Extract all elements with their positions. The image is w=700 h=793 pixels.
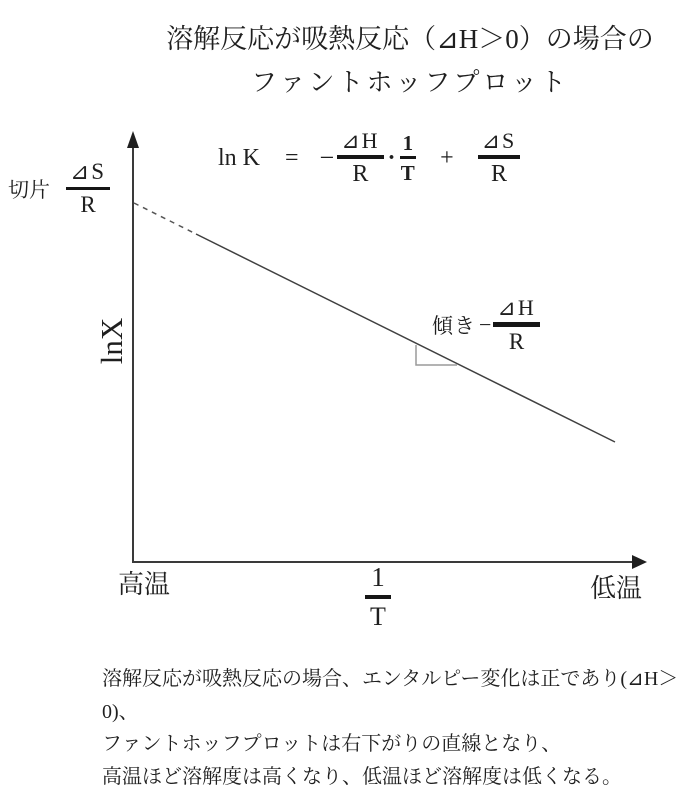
intercept-annotation	[8, 160, 110, 217]
slope-fraction-numerator: ⊿H	[493, 296, 539, 327]
enthalpy-fraction	[337, 129, 383, 187]
inverse-temperature-denominator: T	[401, 159, 415, 184]
x-axis-fraction-denominator: T	[370, 599, 386, 630]
x-axis-right-label: 低温	[590, 568, 642, 605]
entropy-fraction	[478, 129, 521, 187]
vant-hoff-line-solid-segment	[196, 234, 615, 442]
entropy-fraction-denominator: R	[491, 159, 507, 187]
x-axis-left-label: 高温	[118, 564, 170, 601]
caption-line-1: 溶解反応が吸熱反応の場合、エンタルピー変化は正であり(⊿H＞0)、	[102, 663, 682, 728]
intercept-fraction-numerator: ⊿S	[66, 160, 110, 190]
intercept-fraction-denominator: R	[80, 190, 95, 217]
equation-lhs: ln K	[218, 145, 260, 172]
enthalpy-fraction-numerator: ⊿H	[337, 129, 383, 159]
plus-sign: +	[440, 145, 454, 172]
x-axis-fraction-numerator: 1	[365, 563, 391, 599]
y-axis-arrowhead-icon	[127, 131, 139, 148]
entropy-fraction-numerator: ⊿S	[478, 129, 521, 159]
caption-line-3: 高温ほど溶解度は高くなり、低温ほど溶解度は低くなる。	[102, 761, 682, 793]
caption	[102, 663, 682, 793]
inverse-temperature-numerator: 1	[400, 132, 417, 159]
enthalpy-fraction-denominator: R	[352, 159, 368, 187]
caption-line-2: ファントホッフプロットは右下がりの直線となり、	[102, 728, 682, 761]
vant-hoff-line-dashed-segment	[134, 203, 196, 234]
minus-sign: −	[320, 143, 335, 173]
intercept-fraction	[66, 160, 110, 217]
vant-hoff-equation	[218, 122, 520, 194]
slope-annotation	[432, 296, 540, 354]
title-line-2: ファントホッフプロット	[120, 67, 700, 99]
x-axis-arrowhead-icon	[632, 555, 647, 569]
equals-sign: =	[285, 145, 299, 172]
inverse-temperature-fraction	[400, 132, 417, 184]
slope-label: 傾き	[432, 310, 476, 340]
intercept-label: 切片	[8, 174, 50, 204]
slope-fraction-denominator: R	[509, 327, 524, 354]
y-axis-label: lnX	[95, 291, 129, 391]
slope-minus-sign: −	[479, 312, 491, 338]
slope-fraction	[493, 296, 539, 354]
title-line-1: 溶解反応が吸熱反応（⊿H＞0）の場合の	[120, 22, 700, 56]
multiplication-dot: ·	[388, 145, 396, 172]
x-axis-fraction	[356, 563, 400, 631]
